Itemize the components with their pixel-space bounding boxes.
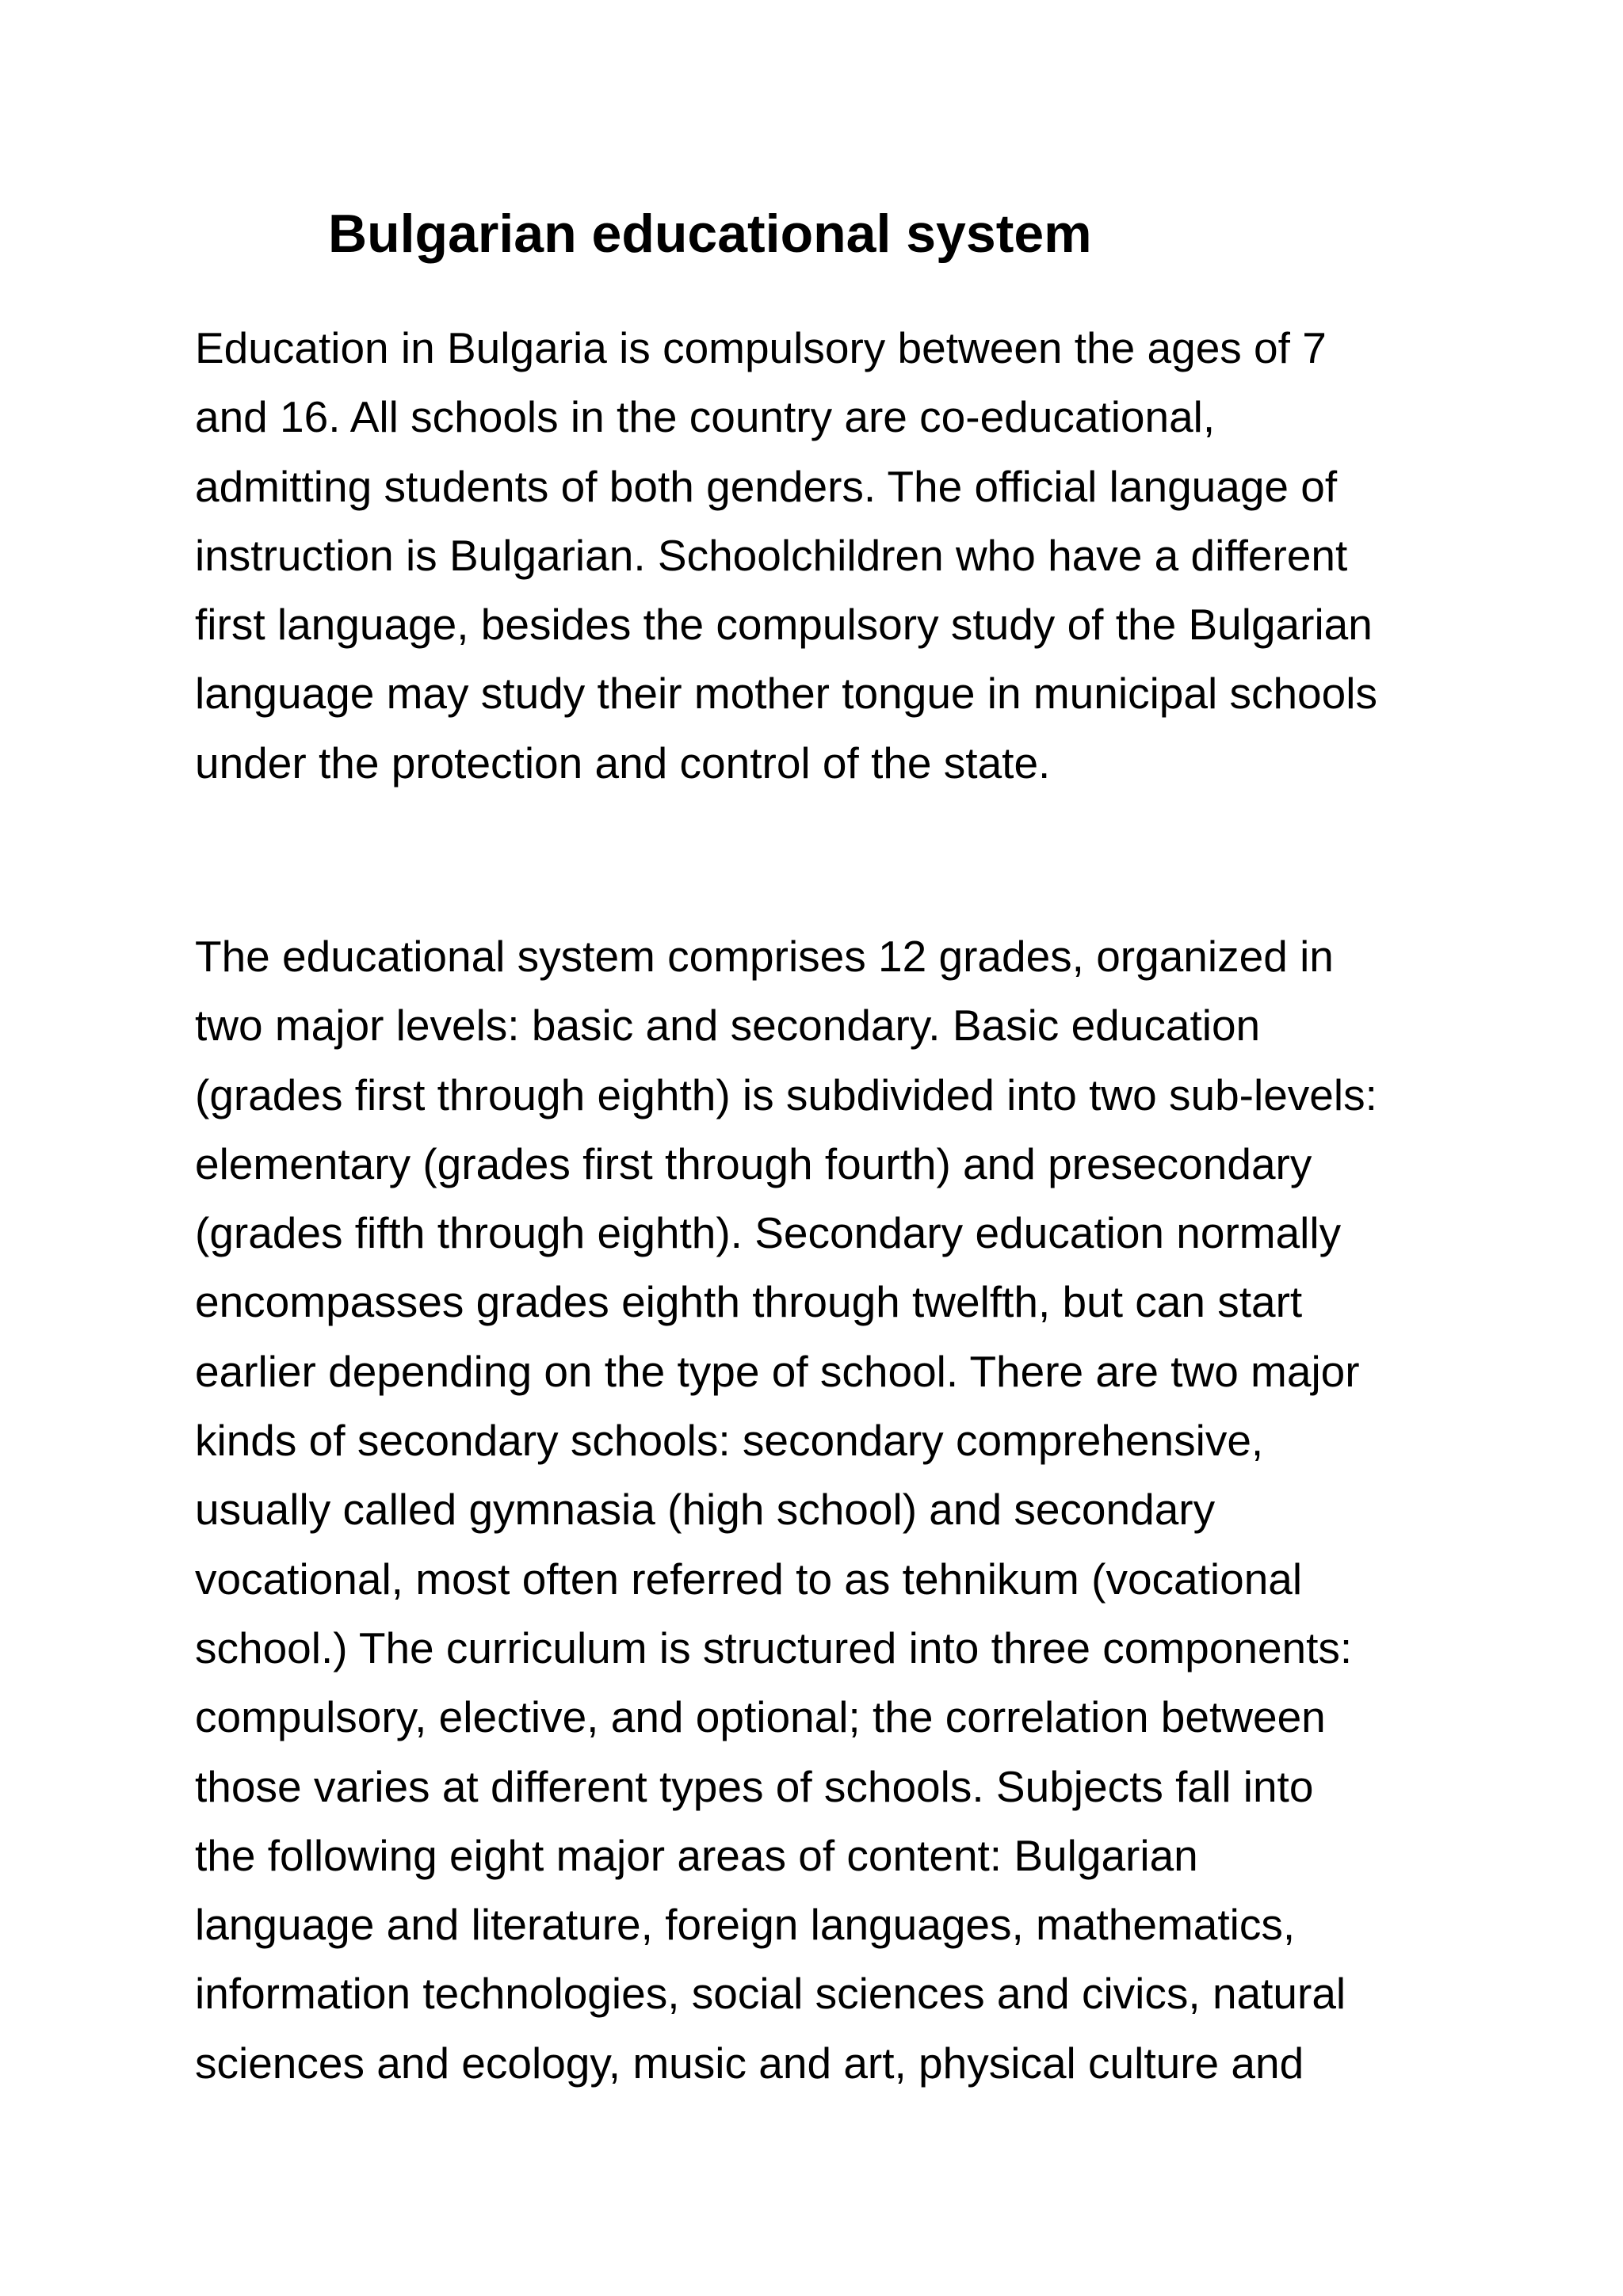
paragraph-line: information technologies, social sciences and civics, natural — [195, 1969, 1346, 2019]
paragraph-line: under the protection and control of the state. — [195, 738, 1051, 788]
paragraph-line: the following eight major areas of content: Bulgarian — [195, 1830, 1198, 1880]
paragraph-line: Education in Bulgaria is compulsory between the ages of 7 — [195, 323, 1327, 372]
paragraph-line: and 16. All schools in the country are co-educational, — [195, 392, 1216, 442]
paragraph-line: school.) The curriculum is structured into three components: — [195, 1623, 1353, 1672]
paragraph-line: language and literature, foreign languages, mathematics, — [195, 1900, 1296, 1950]
document-title: Bulgarian educational system — [328, 204, 1092, 264]
paragraph-line: two major levels: basic and secondary. Basic education — [195, 1001, 1261, 1051]
paragraph-line: encompasses grades eighth through twelfth, but can start — [195, 1277, 1303, 1327]
paragraph-line: The educational system comprises 12 grades, organized in — [195, 932, 1334, 981]
paragraph-line: earlier depending on the type of school. There are two major — [195, 1346, 1360, 1396]
paragraph-system — [195, 922, 1377, 2098]
paragraph-line: (grades first through eighth) is subdivided into two sub-levels: — [195, 1070, 1377, 1119]
paragraph-line: usually called gymnasia (high school) and secondary — [195, 1485, 1216, 1535]
paragraph-line: those varies at different types of schools. Subjects fall into — [195, 1761, 1314, 1811]
paragraph-line: compulsory, elective, and optional; the correlation between — [195, 1692, 1326, 1742]
paragraph-line: sciences and ecology, music and art, physical culture and — [195, 2038, 1304, 2088]
paragraph-line: language may study their mother tongue in municipal schools — [195, 669, 1377, 719]
paragraph-line: (grades fifth through eighth). Secondary education normally — [195, 1208, 1342, 1258]
paragraph-intro — [195, 314, 1377, 798]
paragraph-line: instruction is Bulgarian. Schoolchildren who have a different — [195, 530, 1348, 580]
paragraph-line: kinds of secondary schools: secondary comprehensive, — [195, 1416, 1264, 1466]
paragraph-line: elementary (grades first through fourth) and presecondary — [195, 1138, 1312, 1188]
paragraph-line: vocational, most often referred to as tehnikum (vocational — [195, 1554, 1303, 1604]
paragraph-line: admitting students of both genders. The official language of — [195, 461, 1338, 511]
paragraph-line: first language, besides the compulsory study of the Bulgarian — [195, 600, 1373, 650]
